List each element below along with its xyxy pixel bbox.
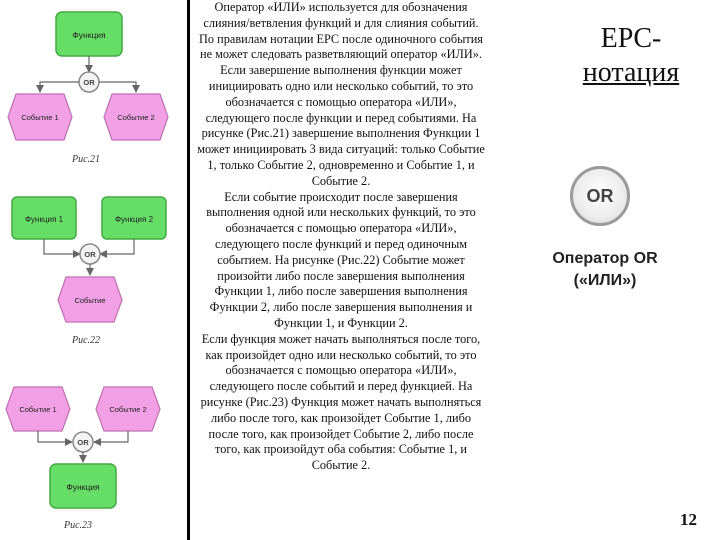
- figure-23: [6, 387, 160, 531]
- event-2-label: Событие 2: [109, 405, 147, 414]
- figure-caption: Рис.21: [72, 154, 101, 165]
- vertical-divider: [187, 0, 190, 540]
- slide-title: [556, 22, 706, 90]
- paragraph-2: Если завершение выполнения функции может инициировать одно или несколько событий, то это обозначается с помощью оператора «ИЛИ», следующего после функции и перед событиями. На рисунке (Рис.21) завершение выполнения Функции 1 может инициировать 3 вида ситуаций: только Событие 1, только Событие 2, одновременно и Событие 1, и Событие 2.: [197, 63, 485, 188]
- or-label: OR: [83, 78, 95, 87]
- slide-title-line-1: EPC-: [600, 23, 662, 54]
- figure-21: [8, 12, 168, 165]
- paragraph-3: Если событие происходит после завершения выполнения одной или нескольких функций, то это обозначается с помощью оператора «ИЛИ», следующего после функций и перед одиночным событием. На рисунке (Рис.22) Событие может произойти либо после завершения выполнения Функции 1, либо после завершения выполнения Функции 2, либо после завершения выполнения и Функции 1, и Функции 2.: [206, 189, 476, 330]
- figure-22: [12, 197, 166, 346]
- event-1-label: Событие 1: [21, 113, 59, 122]
- operator-caption-line-2: («ИЛИ»): [573, 272, 637, 289]
- or-label: OR: [77, 438, 89, 447]
- or-operator-icon: [570, 166, 630, 226]
- figure-caption: Рис.23: [64, 520, 93, 531]
- diagrams-panel: [0, 0, 180, 540]
- paragraph-4: Если функция может начать выполняться после того, как произойдет одно или несколько событий, то это обозначается с помощью оператора «ИЛИ», следующего после событий и перед функцией. На рисунке (Рис.23) Функция может начать выполняться либо после того, как произойдет Событие 1, либо после того, как произойдет Событие 2, либо после того, как произойдут оба события: Событие 1, и Событие 2.: [200, 331, 482, 473]
- event-1-label: Событие 1: [19, 405, 57, 414]
- slide-title-line-2: нотация: [582, 57, 680, 88]
- function-label: Функция: [72, 30, 106, 40]
- event-label: Событие: [74, 296, 106, 305]
- function-1-label: Функция 1: [24, 215, 64, 224]
- body-text: [196, 0, 486, 540]
- operator-caption: [520, 248, 690, 292]
- function-2-label: Функция 2: [114, 215, 154, 224]
- or-operator-symbol: OR: [586, 185, 614, 206]
- page-number: 12: [680, 510, 697, 529]
- figure-caption: Рис.22: [72, 335, 101, 346]
- operator-caption-line-1: Оператор OR: [552, 250, 658, 267]
- paragraph-1: Оператор «ИЛИ» используется для обозначения слияния/ветвления функций и для слияния событий. По правилам нотации EPC после одиночного события не может следовать разветвляющий оператор «ИЛИ».: [199, 0, 483, 62]
- function-label: Функция: [66, 482, 100, 492]
- event-2-label: Событие 2: [117, 113, 155, 122]
- or-label: OR: [84, 250, 96, 259]
